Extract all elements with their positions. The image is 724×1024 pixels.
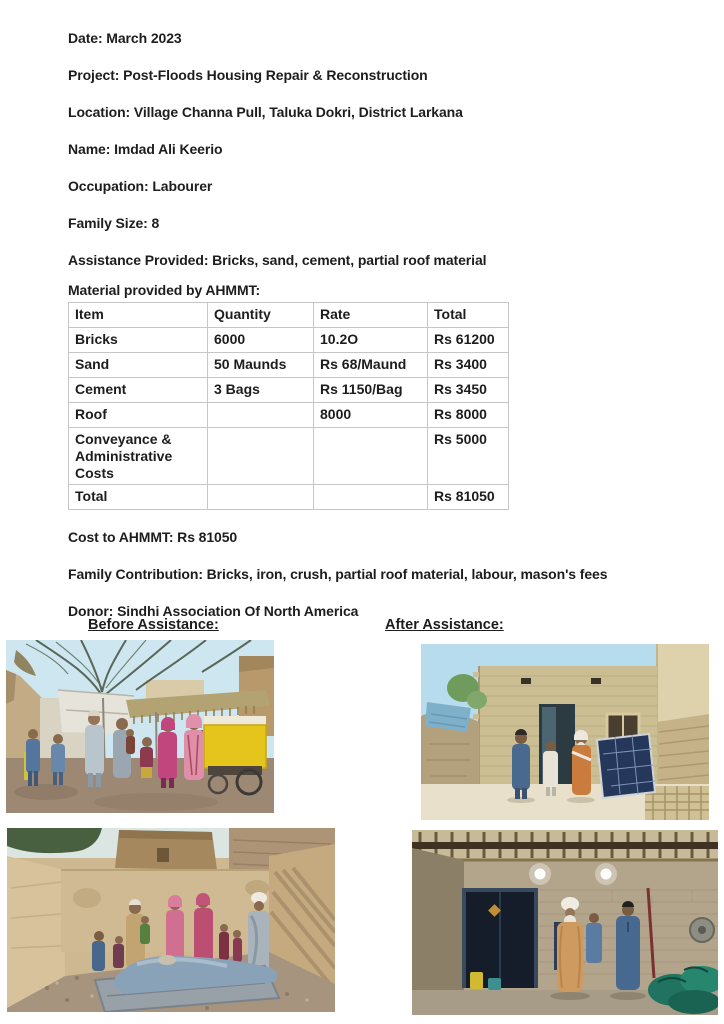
table-row [69,403,509,428]
field-occupation: Occupation: Labourer [68,178,213,194]
table-row [69,328,509,353]
cell-rate: Rs 68/Maund [314,353,428,378]
cell-quantity [208,485,314,510]
after-photo-1 [421,644,709,820]
table-row [69,378,509,403]
cell-quantity: 6000 [208,328,314,353]
summary-family-contribution: Family Contribution: Bricks, iron, crush, partial roof material, labour, mason's fees [68,566,608,582]
cell-total: Rs 61200 [428,328,509,353]
col-header-quantity: Quantity [208,303,314,328]
before-photo-2 [7,828,335,1012]
cell-total: Rs 81050 [428,485,509,510]
field-location: Location: Village Channa Pull, Taluka Dokri, District Larkana [68,104,463,120]
yellow-jug [470,972,483,989]
cell-item: Cement [69,378,208,403]
summary-donor: Donor: Sindhi Association Of North America [68,603,359,619]
table-header-row [69,303,509,328]
cell-quantity: 3 Bags [208,378,314,403]
field-date: Date: March 2023 [68,30,182,46]
cell-quantity: 50 Maunds [208,353,314,378]
bucket [488,978,501,990]
cell-rate: 10.2O [314,328,428,353]
cell-total: Rs 3450 [428,378,509,403]
materials-table [68,302,509,510]
field-assistance-provided: Assistance Provided: Bricks, sand, cement, partial roof material [68,252,487,268]
after-assistance-heading: After Assistance: [385,617,504,633]
before-photo-1 [6,640,274,813]
cell-rate: Rs 1150/Bag [314,378,428,403]
cell-rate [314,428,428,485]
cell-item: Conveyance & Administrative Costs [69,428,208,485]
table-total-row [69,485,509,510]
after-photo-2 [412,830,718,1015]
table-row [69,353,509,378]
before-assistance-heading: Before Assistance: [88,617,219,633]
field-project: Project: Post-Floods Housing Repair & Reconstruction [68,67,428,83]
col-header-total: Total [428,303,509,328]
timber-ceiling [412,830,718,860]
col-header-item: Item [69,303,208,328]
field-name: Name: Imdad Ali Keerio [68,141,223,157]
cell-rate: 8000 [314,403,428,428]
summary-cost: Cost to AHMMT: Rs 81050 [68,529,238,545]
cell-quantity [208,403,314,428]
cell-item: Roof [69,403,208,428]
cell-total: Rs 5000 [428,428,509,485]
cell-item: Total [69,485,208,510]
cell-item: Sand [69,353,208,378]
cell-item: Bricks [69,328,208,353]
cell-rate [314,485,428,510]
cell-total: Rs 3400 [428,353,509,378]
materials-table-title: Material provided by AHMMT: [68,282,261,298]
cell-total: Rs 8000 [428,403,509,428]
cell-quantity [208,428,314,485]
solar-panel [597,734,655,798]
field-family-size: Family Size: 8 [68,215,160,231]
table-row [69,428,509,485]
report-body [68,31,688,641]
col-header-rate: Rate [314,303,428,328]
left-wall [412,848,464,1015]
